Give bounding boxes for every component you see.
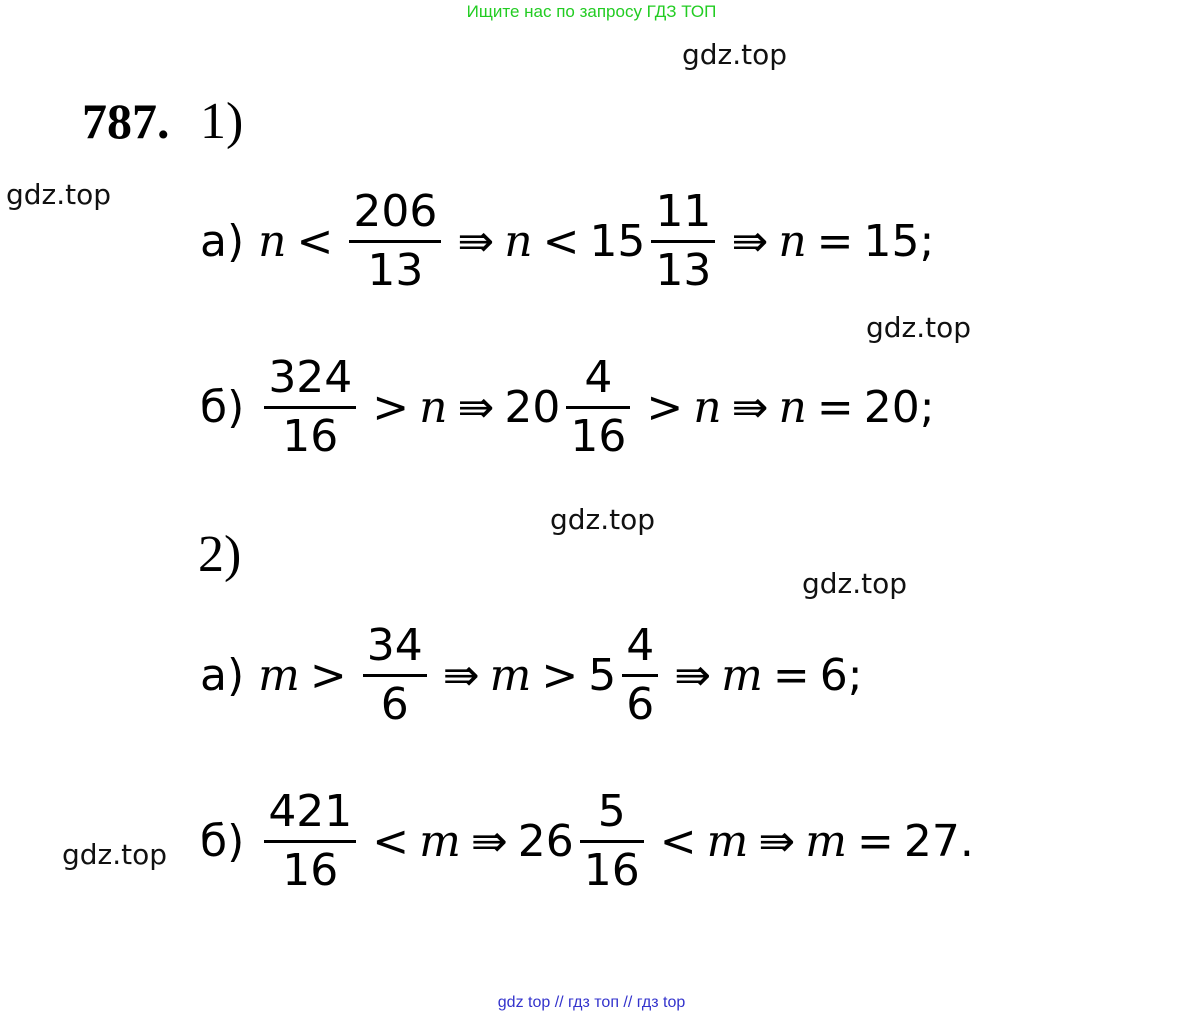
- numerator: 5: [597, 786, 626, 837]
- equation-2b: [200, 786, 974, 896]
- numerator: 34: [366, 620, 423, 671]
- denominator: 16: [580, 840, 644, 893]
- item-label: а): [200, 649, 245, 701]
- whole-part: 26: [517, 815, 574, 867]
- equals-sign: =: [816, 215, 854, 267]
- operator: >: [541, 649, 579, 701]
- fraction: [566, 352, 630, 462]
- whole-part: 15: [589, 215, 646, 267]
- watermark: gdz.top: [866, 311, 972, 344]
- fraction: [264, 786, 356, 896]
- operator: <: [372, 815, 410, 867]
- operator: <: [296, 215, 334, 267]
- result: 20;: [863, 381, 935, 433]
- item-label: б): [200, 815, 245, 867]
- variable: m: [258, 649, 300, 701]
- problem-number: 787.: [82, 93, 170, 149]
- variable: m: [419, 815, 461, 867]
- denominator: 16: [566, 406, 630, 459]
- fraction: [349, 186, 441, 296]
- variable: n: [693, 381, 722, 433]
- whole-part: 20: [504, 381, 561, 433]
- footer-links[interactable]: gdz top // гдз топ // гдз top: [497, 994, 686, 1011]
- fraction: [580, 786, 644, 896]
- implies-symbol: ⇛: [674, 649, 712, 701]
- search-banner[interactable]: Ищите нас по запросу ГДЗ ТОП: [466, 2, 717, 21]
- result: 27.: [903, 815, 974, 867]
- watermark: gdz.top: [802, 567, 908, 600]
- result: 15;: [863, 215, 935, 267]
- variable: m: [721, 649, 763, 701]
- whole-part: 5: [588, 649, 617, 701]
- implies-symbol: ⇛: [758, 815, 796, 867]
- watermark: gdz.top: [6, 178, 112, 211]
- fraction: [363, 620, 427, 730]
- denominator: 6: [363, 674, 427, 727]
- equation-1b: [200, 352, 935, 462]
- numerator: 324: [268, 352, 353, 403]
- watermark: gdz.top: [550, 503, 656, 536]
- variable: m: [489, 649, 532, 701]
- watermark: gdz.top: [62, 838, 168, 871]
- fraction: [651, 186, 715, 296]
- numerator: 421: [268, 786, 353, 837]
- variable: n: [419, 381, 448, 433]
- fraction: [622, 620, 658, 730]
- implies-symbol: ⇛: [457, 215, 495, 267]
- item-label: а): [200, 215, 245, 267]
- item-label: б): [200, 381, 245, 433]
- numerator: 4: [626, 620, 655, 671]
- equals-sign: =: [772, 649, 810, 701]
- operator: >: [372, 381, 410, 433]
- equation-2a: [200, 620, 863, 730]
- equals-sign: =: [816, 381, 854, 433]
- part-1-label: 1): [200, 93, 244, 150]
- operator: <: [542, 215, 580, 267]
- denominator: 6: [622, 674, 658, 727]
- variable: n: [778, 381, 807, 433]
- equation-1a: [200, 186, 935, 296]
- operator: >: [646, 381, 684, 433]
- equals-sign: =: [857, 815, 894, 867]
- watermark: gdz.top: [682, 38, 788, 71]
- part-2-label: 2): [198, 526, 242, 583]
- operator: <: [659, 815, 697, 867]
- denominator: 13: [651, 240, 715, 293]
- implies-symbol: ⇛: [731, 381, 769, 433]
- numerator: 11: [655, 186, 712, 237]
- variable: n: [258, 215, 287, 267]
- implies-symbol: ⇛: [442, 649, 480, 701]
- numerator: 4: [584, 352, 613, 403]
- numerator: 206: [353, 186, 438, 237]
- implies-symbol: ⇛: [470, 815, 508, 867]
- variable: n: [778, 215, 807, 267]
- variable: m: [706, 815, 749, 867]
- variable: m: [805, 815, 847, 867]
- fraction: [264, 352, 356, 462]
- implies-symbol: ⇛: [457, 381, 495, 433]
- denominator: 16: [264, 406, 356, 459]
- operator: >: [309, 649, 347, 701]
- implies-symbol: ⇛: [731, 215, 769, 267]
- result: 6;: [819, 649, 863, 701]
- variable: n: [504, 215, 533, 267]
- denominator: 16: [264, 840, 356, 893]
- denominator: 13: [349, 240, 441, 293]
